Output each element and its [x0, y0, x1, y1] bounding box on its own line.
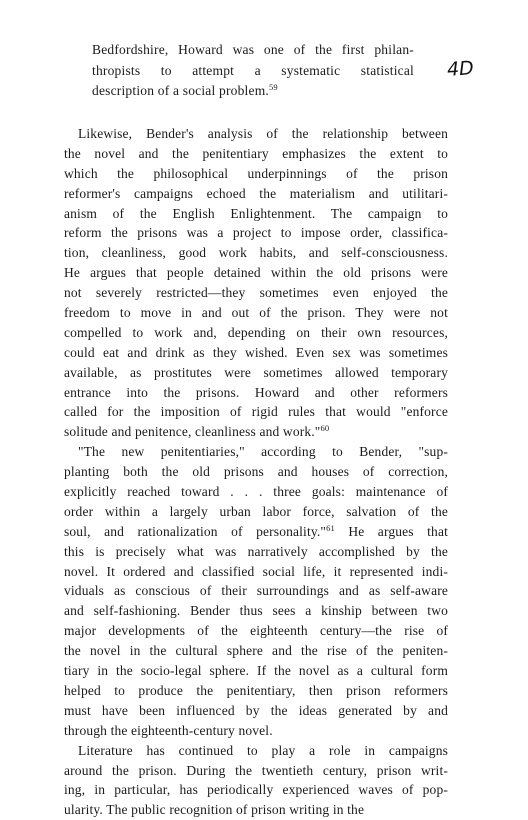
text-line: freedom to move in and out of the prison. They were not [64, 305, 448, 321]
text-line: this is precisely what was narratively accomplished by the [64, 543, 448, 559]
text-line: which the philosophical underpinnings of the prison [64, 165, 448, 181]
text-line: tiary in the socio-legal sphere. If the novel as a cultural form [64, 663, 448, 679]
footnote-marker: 59 [268, 82, 278, 92]
text-line: could eat and drink as they wished. Even sex was sometimes [64, 344, 448, 360]
text-line: novel. It ordered and classified social life, it represented indi- [64, 563, 448, 579]
text-line: explicitly reached toward . . . three goals: maintenance of [64, 484, 448, 500]
paragraph [64, 442, 448, 740]
text-line: compelled to work and, depending on their own resources, [64, 324, 448, 340]
text-line: soul, and rationalization of personality."$^{61}$ He argues that [64, 522, 448, 539]
paragraph [64, 124, 448, 442]
block-quote-line: description of a social problem.$^{59}$ [92, 82, 278, 98]
text-line: entrance into the prisons. Howard and other reformers [64, 384, 448, 400]
text-line: order within a largely urban labor force, salvation of the [64, 503, 448, 519]
text-line: anism of the English Enlightenment. The campaign to [64, 205, 448, 221]
block-quote-line: Bedfordshire, Howard was one of the first philan- [92, 42, 414, 57]
handwritten-page-number: 4D [446, 57, 475, 81]
text-line: Likewise, Bender's analysis of the relationship between [78, 126, 448, 141]
text-line: solitude and penitence, cleanliness and work."$^{60}$ [64, 423, 330, 440]
body-text [64, 124, 448, 820]
text-line: "The new penitentiaries," according to Bender, "sup- [78, 444, 448, 460]
text-line: reformer's campaigns echoed the materialism and utilitari- [64, 185, 448, 201]
text-line: the novel and the penitentiary emphasizes the extent to [64, 145, 448, 161]
text-line: tion, cleanliness, good work habits, and self-consciousness. [64, 245, 448, 261]
text-line: viduals as conscious of their surroundings and as self-aware [64, 583, 448, 599]
text-line: available, as prostitutes were sometimes allowed temporary [64, 364, 448, 380]
text-line: through the eighteenth-century novel. [64, 722, 273, 738]
text-line: Literature has continued to play a role in campaigns [78, 742, 448, 758]
paragraph [64, 741, 448, 820]
text-line: called for the imposition of rigid rules that would "enforce [64, 404, 448, 420]
text-line: helped to produce the penitentiary, then prison reformers [64, 682, 448, 698]
text-line: ularity. The public recognition of prison writing in the [64, 802, 365, 818]
text-line: and self-fashioning. Bender thus sees a kinship between two [64, 603, 448, 619]
text-line: ing, in particular, has periodically experienced waves of pop- [64, 782, 448, 798]
text-line: reform the prisons was a project to impose order, classifica- [64, 225, 448, 241]
text-line: planting both the old prisons and houses of correction, [64, 464, 448, 480]
footnote-marker: 60 [320, 423, 330, 434]
block-quote [92, 40, 414, 102]
text-line: the novel in the cultural sphere and the rise of the peniten- [64, 643, 448, 659]
text-line: around the prison. During the twentieth century, prison writ- [64, 762, 448, 778]
footnote-marker: 61 [326, 522, 335, 533]
block-quote-line: thropists to attempt a systematic statistical [92, 62, 414, 78]
text-line: major developments of the eighteenth century—the rise of [64, 623, 448, 639]
text-line: must have been influenced by the ideas generated by and [64, 702, 448, 718]
text-line: He argues that people detained within the old prisons were [64, 265, 448, 281]
text-line: not severely restricted—they sometimes even enjoyed the [64, 285, 448, 301]
